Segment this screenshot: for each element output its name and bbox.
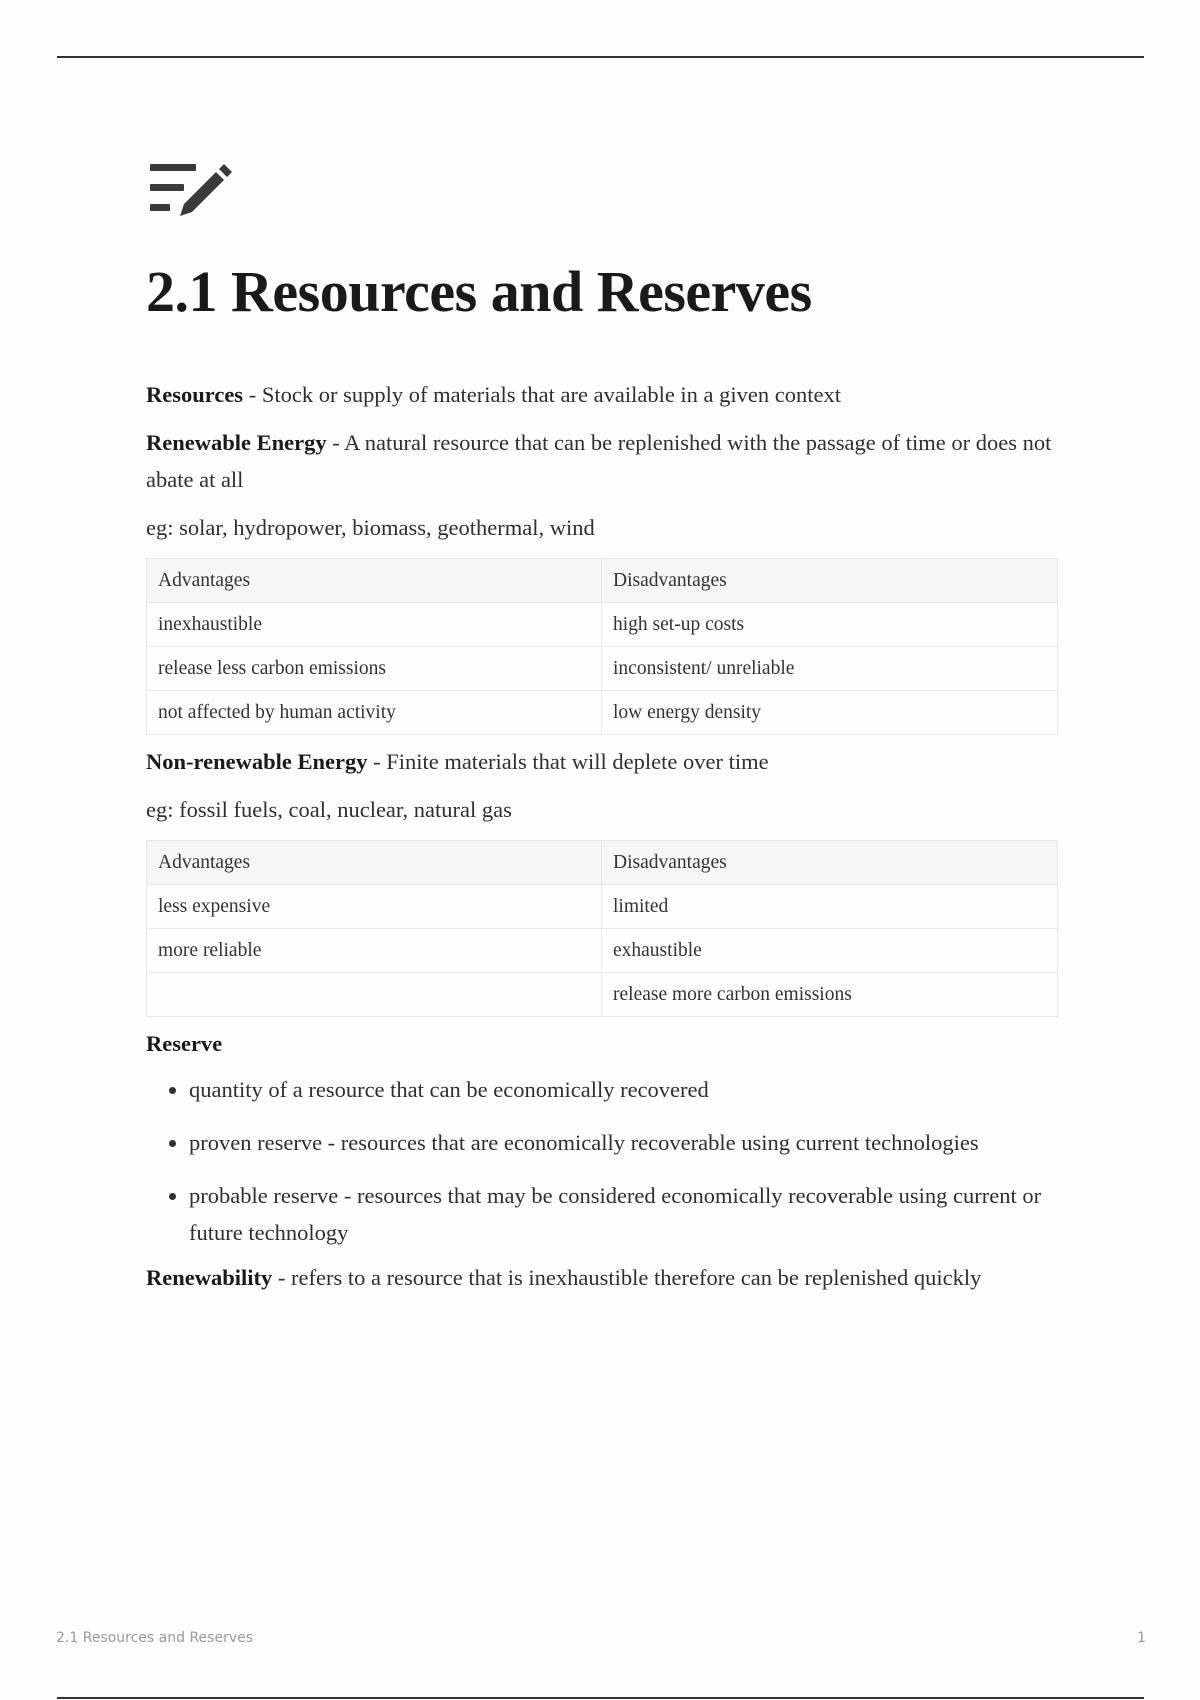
table-cell [147,973,602,1017]
renewability-term: Renewability [146,1265,273,1290]
renewable-term: Renewable Energy [146,430,327,455]
table-row [147,603,1058,647]
reserve-heading [146,1025,1066,1062]
table-cell: inexhaustible [147,603,602,647]
table-header-row [147,559,1058,603]
table-cell: not affected by human activity [147,691,602,735]
renewable-table [146,558,1058,735]
renewable-definition [146,424,1066,498]
top-rule [57,56,1144,58]
renewable-examples: eg: solar, hydropower, biomass, geothermal, wind [146,515,595,540]
table-row [147,647,1058,691]
nonrenewable-def: - Finite materials that will deplete over time [367,749,769,774]
bottom-rule [57,1697,1144,1699]
nonrenewable-definition [146,743,1066,780]
resources-definition [146,376,1066,413]
renewability-def: - refers to a resource that is inexhaustible therefore can be replenished quickly [272,1265,982,1290]
renewability-definition [146,1259,1066,1296]
table-row [147,929,1058,973]
table-cell: release less carbon emissions [147,647,602,691]
resources-term: Resources [146,382,244,407]
footer-title: 2.1 Resources and Reserves [56,1630,254,1646]
table-header-row [147,841,1058,885]
renewable-def: - A natural resource that can be replenished with the passage of time or does not abate at all [146,430,1052,492]
resources-def: - Stock or supply of materials that are available in a given context [243,382,842,407]
table-cell: limited [602,885,1058,929]
reserve-term: Reserve [146,1031,223,1056]
table-cell: more reliable [147,929,602,973]
nonrenewable-table [146,840,1058,1017]
table-cell: high set-up costs [602,603,1058,647]
nonrenewable-examples: eg: fossil fuels, coal, nuclear, natural gas [146,797,512,822]
table-row [147,691,1058,735]
table-cell: exhaustible [602,929,1058,973]
notes-edit-icon [148,160,234,220]
list-item: • probable reserve - resources that may be considered economically recoverable using current or future technology [189,1177,1066,1251]
document-body [146,376,1066,1296]
table-row [147,973,1058,1017]
table-cell: less expensive [147,885,602,929]
table-cell: inconsistent/ unreliable [602,647,1058,691]
table-cell: low energy density [602,691,1058,735]
list-item: • proven reserve - resources that are economically recoverable using current technologies [189,1124,1066,1161]
page-title: 2.1 Resources and Reserves [146,259,812,324]
table-row [147,885,1058,929]
header-cell: Disadvantages [602,841,1058,885]
nonrenewable-term: Non-renewable Energy [146,749,368,774]
table-cell: release more carbon emissions [602,973,1058,1017]
reserve-list [146,1071,1066,1251]
header-cell: Advantages [147,559,602,603]
page-number: 1 [1137,1630,1146,1646]
header-cell: Advantages [147,841,602,885]
header-cell: Disadvantages [602,559,1058,603]
list-item: • quantity of a resource that can be economically recovered [189,1071,1066,1108]
